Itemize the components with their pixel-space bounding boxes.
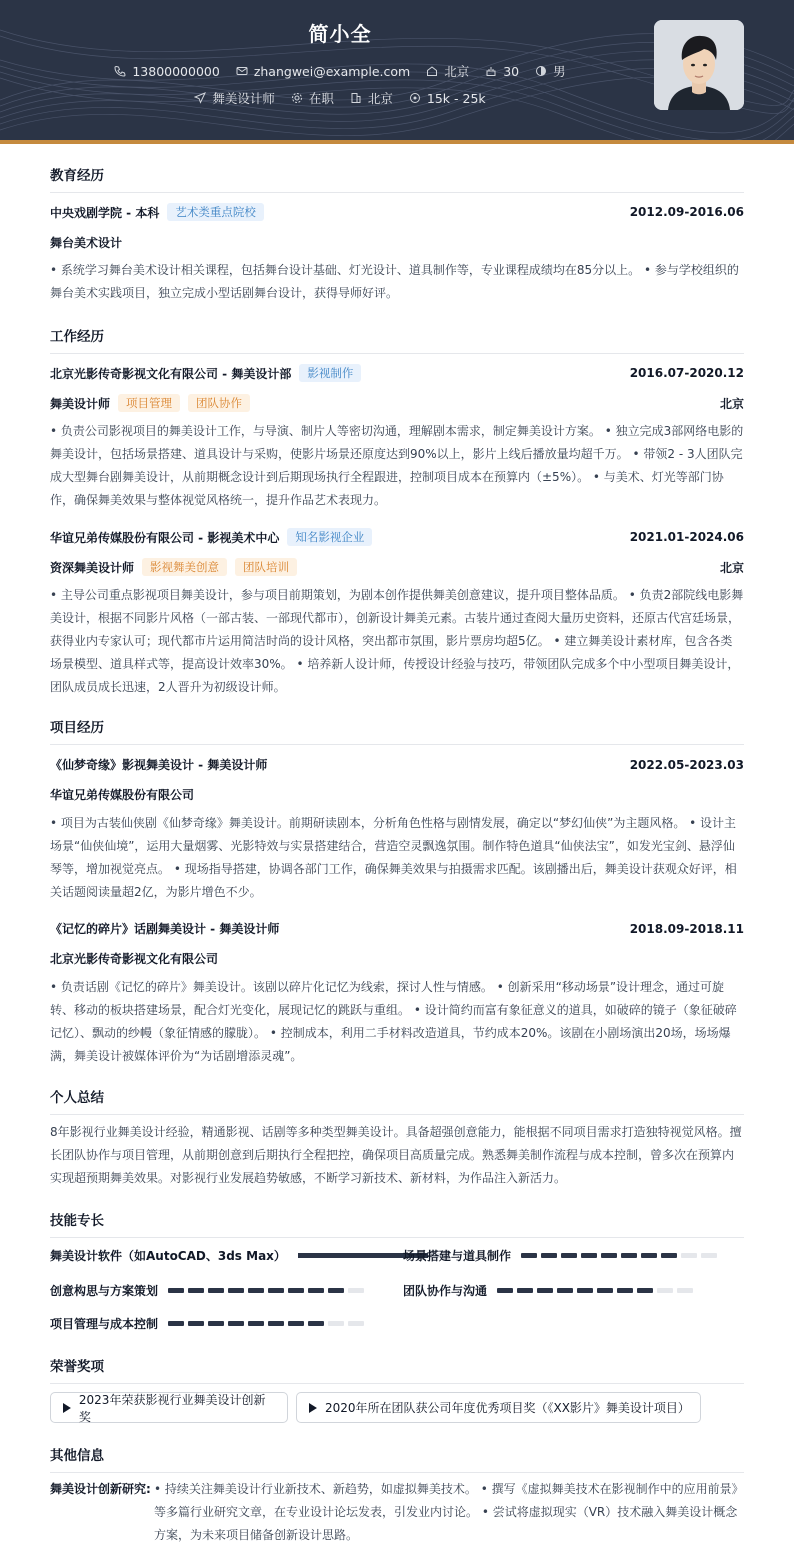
skill-level-dots: [168, 1321, 368, 1326]
work-1-description: • 负责公司影视项目的舞美设计工作，与导演、制片人等密切沟通，理解剧本需求，制定舞美设计方案。 • 独立完成3部网络电影的舞美设计，包括场景搭建、道具设计与采购，使影片场景还原度达到90%以上，影片上线后播放量均超千万。 • 带领2 - 3人团队完成大型舞台剧舞美设计，从前期概念设计到后期现场执行全程跟进，控制项目成本在预算内（±5%）。 • 与美术、灯光等部门协作，确保舞美效果与整体视觉风格统一，提升作品艺术表现力。: [50, 424, 744, 507]
skill-name: 项目管理与成本控制: [50, 1317, 159, 1331]
work-2-skill-tag: 影视舞美创意: [142, 558, 227, 576]
work-2-date: 2021.01-2024.06: [629, 530, 744, 544]
project-1-org: 华谊兄弟传媒股份有限公司: [50, 788, 195, 802]
work-1-header-row: [50, 364, 744, 382]
status-item: [291, 89, 334, 107]
skills-section-title: 技能专长: [50, 1209, 744, 1238]
skill-level-segment: [621, 1253, 637, 1258]
email-item: [236, 64, 410, 79]
phone-item: [114, 64, 219, 79]
work-2-skill-tag: 团队培训: [235, 558, 297, 576]
skill-level-segment: [228, 1288, 244, 1293]
skill-level-segment: [597, 1288, 613, 1293]
triangle-right-icon: [63, 1403, 71, 1413]
work-2-description: • 主导公司重点影视项目舞美设计，参与项目前期策划，为剧本创作提供舞美创意建议，提升项目整体品质。 • 负责2部院线电影舞美设计，根据不同影片风格（一部古装、一部现代都市），创新设计舞美元素。古装片通过查阅大量历史资料，还原古代宫廷场景，获得业内专家认可；现代都市片运用简洁时尚的设计风格，突出都市氛围，影片票房均超5亿。 • 建立舞美设计素材库，包含各类场景模型、道具样式等，提高设计效率30%。 • 培养新人设计师，传授设计经验与技巧，带领团队完成多个中小型项目舞美设计，团队成员成长迅速，2人晋升为初级设计师。: [50, 588, 744, 694]
city-item: [426, 62, 469, 80]
job-row: [0, 89, 680, 107]
work-1-date: 2016.07-2020.12: [629, 366, 744, 380]
skill-level-segment: [657, 1288, 673, 1293]
skill-level-segment: [577, 1288, 593, 1293]
award-item: [50, 1392, 288, 1423]
skill-level-segment: [228, 1321, 244, 1326]
skill-level-segment: [288, 1288, 304, 1293]
skill-level-segment: [701, 1253, 717, 1258]
awards-section-title: 荣誉奖项: [50, 1355, 744, 1384]
skill-level-segment: [328, 1321, 344, 1326]
skill-level-segment: [517, 1288, 533, 1293]
work-2-header-row: [50, 528, 744, 546]
header-accent-bar: [0, 140, 794, 144]
skill-level-segment: [581, 1253, 597, 1258]
city: 北京: [444, 64, 470, 79]
salary-range: 15k - 25k: [426, 90, 486, 106]
age-item: [485, 64, 519, 79]
skill-level-segment: [641, 1253, 657, 1258]
work-2-role-group: [50, 558, 297, 576]
skill-level-segment: [541, 1253, 557, 1258]
skill-level-segment: [677, 1288, 693, 1293]
skill-item: [50, 1315, 368, 1332]
project-1-date: 2022.05-2023.03: [629, 757, 744, 772]
skill-level-segment: [308, 1321, 324, 1326]
work-2-company: 华谊兄弟传媒股份有限公司 - 影视美术中心: [50, 530, 280, 545]
skill-name: 创意构思与方案策划: [50, 1284, 159, 1298]
avatar: [654, 20, 744, 110]
job-title: 舞美设计师: [212, 91, 275, 106]
gender-item: [535, 62, 566, 80]
work-1-role: 舞美设计师: [50, 396, 111, 411]
skill-name: 舞美设计软件（如AutoCAD、3ds Max）: [50, 1249, 286, 1263]
project-2-name: 《记忆的碎片》话剧舞美设计 - 舞美设计师: [50, 922, 280, 936]
project-2-org-row: [50, 950, 744, 967]
cake-icon: [485, 65, 497, 77]
skill-level-segment: [288, 1321, 304, 1326]
triangle-right-icon: [309, 1403, 317, 1413]
project-1-name: 《仙梦奇缘》影视舞美设计 - 舞美设计师: [50, 758, 268, 772]
education-major-row: [50, 234, 744, 251]
projects-section-title: 项目经历: [50, 716, 744, 745]
gender: 男: [553, 64, 566, 79]
skill-name: 场景搭建与道具制作: [403, 1249, 512, 1263]
project-1-header-row: [50, 756, 744, 773]
award-item: [296, 1392, 701, 1423]
skill-level-segment: [208, 1321, 224, 1326]
work-2-role-row: [50, 558, 744, 576]
portrait-image: [654, 20, 744, 110]
work-1-company-group: [50, 364, 361, 382]
resume-header: [0, 0, 794, 140]
coin-icon: [409, 92, 421, 104]
phone-number: 13800000000: [132, 63, 220, 79]
project-2-description: • 负责话剧《记忆的碎片》舞美设计。该剧以碎片化记忆为线索，探讨人性与情感。 • 创新采用“移动场景”设计理念，通过可旋转、移动的板块搭建场景，配合灯光变化，展现记忆的跳跃与重组。 • 设计简约而富有象征意义的道具，如破碎的镜子（象征破碎记忆）、飘动的纱幔（象征情感的朦胧）。 • 控制成本，利用二手材料改造道具，节约成本20%。该剧在小剧场演出20场，场场爆满，舞美设计被媒体评价为“为话剧增添灵魂”。: [50, 980, 737, 1063]
work-1-skill-tag: 团队协作: [188, 394, 250, 412]
work-1-role-row: [50, 394, 744, 412]
skill-level-segment: [521, 1253, 537, 1258]
skill-level-segment: [248, 1321, 264, 1326]
skill-level-segment: [497, 1288, 513, 1293]
other-info-label: 舞美设计创新研究:: [50, 1482, 151, 1496]
work-section-title: 工作经历: [50, 325, 744, 354]
skill-level-segment: [188, 1288, 204, 1293]
skill-level-segment: [617, 1288, 633, 1293]
skill-level-segment: [637, 1288, 653, 1293]
skill-level-dots: [521, 1253, 721, 1258]
skill-item: [403, 1247, 721, 1264]
work-1-city: 北京: [719, 396, 744, 411]
skill-level-segment: [661, 1253, 677, 1258]
work-2-company-tag: 知名影视企业: [287, 528, 372, 546]
education-school: 中央戏剧学院 - 本科: [50, 205, 160, 220]
skill-level-segment: [168, 1288, 184, 1293]
candidate-name: 简小全: [308, 22, 372, 46]
work-2-role: 资深舞美设计师: [50, 560, 135, 575]
home-icon: [426, 65, 438, 77]
award-text: 2023年荣获影视行业舞美设计创新奖: [78, 1392, 266, 1424]
skill-item: [50, 1282, 368, 1299]
work-1-skill-tag: 项目管理: [118, 394, 180, 412]
skill-level-segment: [308, 1288, 324, 1293]
skill-level-segment: [537, 1288, 553, 1293]
project-1-org-row: [50, 786, 744, 803]
employment-status: 在职: [308, 91, 334, 106]
building-icon: [350, 92, 362, 104]
job-item: [194, 89, 275, 107]
skill-level-segment: [268, 1321, 284, 1326]
award-text: 2020年所在团队获公司年度优秀项目奖（《XX影片》舞美设计项目）: [324, 1401, 690, 1415]
other-info-text: • 持续关注舞美设计行业新技术、新趋势，如虚拟舞美技术。 • 撰写《虚拟舞美技术在影视制作中的应用前景》等多篇行业研究文章，在专业设计论坛发表，引发业内讨论。 • 尝试将虚拟现实（VR）技术融入舞美设计概念方案，为未来项目储备创新设计思路。: [154, 1482, 744, 1542]
education-date: 2012.09-2016.06: [629, 205, 744, 219]
send-icon: [194, 92, 206, 104]
skill-level-segment: [348, 1288, 364, 1293]
work-1-company-tag: 影视制作: [299, 364, 361, 382]
email-address: zhangwei@example.com: [253, 63, 411, 79]
phone-icon: [114, 65, 126, 77]
project-2-header-row: [50, 920, 744, 937]
contact-row: [0, 62, 680, 80]
skill-item: [403, 1282, 697, 1299]
gear-icon: [291, 92, 303, 104]
project-2-date: 2018.09-2018.11: [629, 921, 744, 936]
skill-level-dots: [497, 1288, 697, 1293]
education-section-title: 教育经历: [50, 164, 744, 193]
skill-level-segment: [188, 1321, 204, 1326]
mail-icon: [236, 65, 248, 77]
work-city-item: [350, 89, 393, 107]
skill-level-segment: [601, 1253, 617, 1258]
salary-item: [409, 91, 486, 106]
skill-level-segment: [168, 1321, 184, 1326]
work-2-city: 北京: [719, 560, 744, 575]
work-2-company-group: [50, 528, 372, 546]
summary-text: 8年影视行业舞美设计经验，精通影视、话剧等多种类型舞美设计。具备超强创意能力，能根据不同项目需求打造独特视觉风格。擅长团队协作与项目管理，从前期创意到后期执行全程把控，确保项目高质量完成。熟悉舞美制作流程与成本控制，曾多次在预算内实现超预期舞美效果。对影视行业发展趋势敏感，不断学习新技术、新材料，为作品注入新活力。: [50, 1125, 742, 1185]
skill-item: [50, 1247, 442, 1264]
other-info-row: [50, 1478, 744, 1547]
gender-icon: [535, 65, 547, 77]
skill-level-segment: [248, 1288, 264, 1293]
age: 30: [503, 63, 520, 79]
other-section-title: 其他信息: [50, 1444, 744, 1473]
project-2-org: 北京光影传奇影视文化有限公司: [50, 952, 219, 966]
project-1-description: • 项目为古装仙侠剧《仙梦奇缘》舞美设计。前期研读剧本，分析角色性格与剧情发展，确定以“梦幻仙侠”为主题风格。 • 设计主场景“仙侠仙境”，运用大量烟雾、光影特效与实景搭建结合，营造空灵飘逸氛围。制作特色道具“仙侠法宝”，如发光宝剑、悬浮仙琴等，增加视觉亮点。 • 现场指导搭建，协调各部门工作，确保舞美效果与拍摄需求匹配。该剧播出后，舞美设计获观众好评，相关话题阅读量超2亿，为影片增色不少。: [50, 816, 737, 899]
work-1-role-group: [50, 394, 250, 412]
work-city: 北京: [367, 91, 393, 106]
summary-section-title: 个人总结: [50, 1086, 744, 1115]
work-1-company: 北京光影传奇影视文化有限公司 - 舞美设计部: [50, 366, 292, 381]
skill-level-segment: [328, 1288, 344, 1293]
skill-level-segment: [208, 1288, 224, 1293]
education-tag: 艺术类重点院校: [167, 203, 264, 221]
skill-level-dots: [168, 1288, 368, 1293]
education-description: • 系统学习舞台美术设计相关课程，包括舞台设计基础、灯光设计、道具制作等，专业课程成绩均在85分以上。 • 参与学校组织的舞台美术实践项目，独立完成小型话剧舞台设计，获得导师好评。: [50, 263, 739, 300]
education-header-row: [50, 203, 744, 221]
education-major: 舞台美术设计: [50, 236, 123, 250]
education-school-group: [50, 203, 264, 221]
skill-level-segment: [561, 1253, 577, 1258]
skill-level-segment: [681, 1253, 697, 1258]
skill-level-segment: [557, 1288, 573, 1293]
skill-level-segment: [268, 1288, 284, 1293]
skill-name: 团队协作与沟通: [403, 1284, 488, 1298]
skill-level-segment: [348, 1321, 364, 1326]
